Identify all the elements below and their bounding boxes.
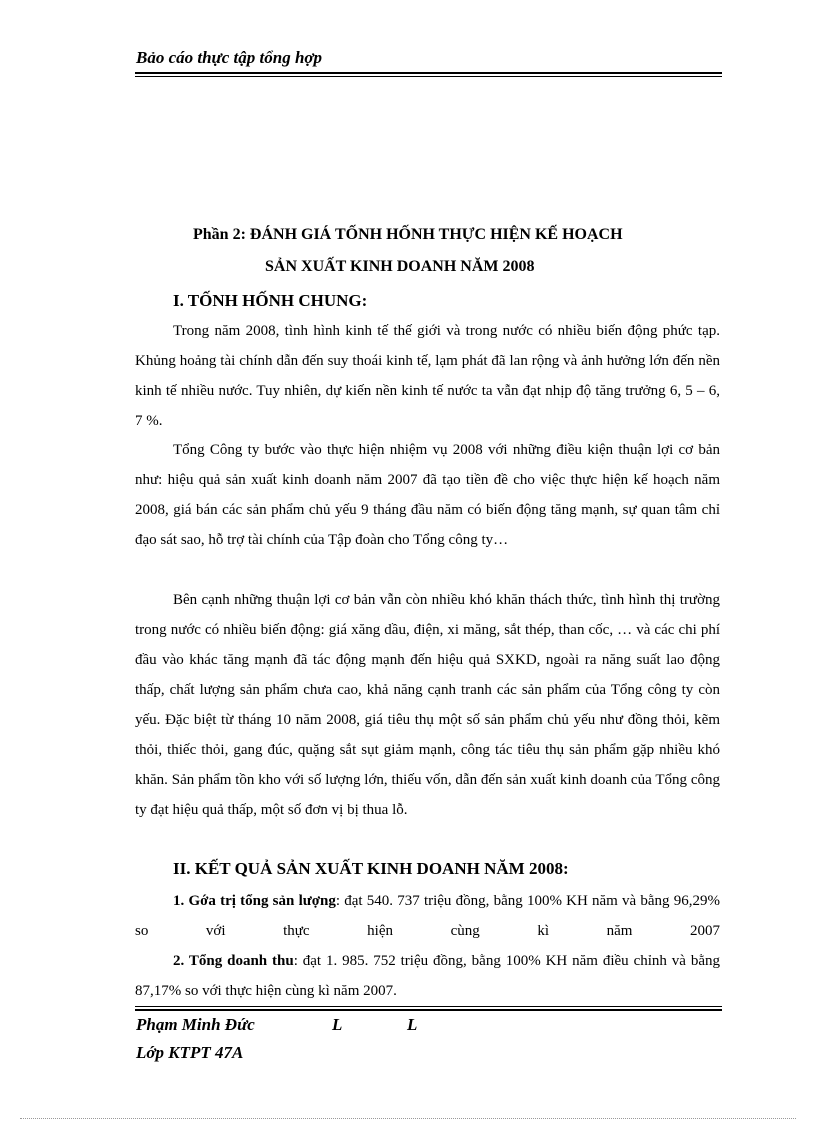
section2-item-2-text: : đạt 1. 985. 752 triệu đồng, bằng 100% KH năm điều chỉnh và bằng 87,17% so với thực hiện cùng kì năm 2007. xyxy=(135,953,720,999)
header-rule-thin xyxy=(135,76,722,77)
section2-item-1-label: 1. Gớa trị tổng sản lượng xyxy=(173,893,336,909)
section1-paragraph-2-text: Tổng Công ty bước vào thực hiện nhiệm vụ 2008 với những điều kiện thuận lợi cơ bản như: hiệu quả sản xuất kinh doanh năm 2007 đã tạo tiền đề cho việc thực hiện kế hoạch năm 2008, giá bán các sản phẩm chủ yếu 9 tháng đầu năm có biến động tăng mạnh, sự quan tâm chỉ đạo sát sao, hỗ trợ tài chính của Tập đoàn cho Tổng công ty… xyxy=(135,442,720,548)
footer-rule-thin xyxy=(135,1006,722,1007)
section1-paragraph-3 xyxy=(135,585,720,825)
section2-item-2-label: 2. Tổng doanh thu xyxy=(173,953,294,969)
section2-item-2 xyxy=(135,946,720,1006)
section2-item-1 xyxy=(135,886,720,946)
page-bottom-divider xyxy=(20,1118,796,1119)
part-title-line2: SẢN XUẤT KINH DOANH NĂM 2008 xyxy=(265,258,535,275)
header-title: Bảo cáo thực tập tổng hợp xyxy=(136,48,323,67)
section1-paragraph-3-text: Bên cạnh những thuận lợi cơ bản vẫn còn nhiều khó khăn thách thức, tình hình thị trường trong nước có nhiều biến động: giá xăng dầu, điện, xi măng, sắt thép, than cốc, … và các chi phí đầu vào khác tăng mạnh đã tác động mạnh đến hiệu quả SXKD, ngoài ra năng suất lao động thấp, chất lượng sản phẩm chưa cao, khả năng cạnh tranh các sản phẩm của Tổng công ty còn yếu. Đặc biệt từ tháng 10 năm 2008, giá tiêu thụ một số sản phẩm chủ yếu như đồng thỏi, kẽm thỏi, thiếc thỏi, gang đúc, quặng sắt sụt giảm mạnh, công tác tiêu thụ sản phẩm gặp nhiều khó khăn. Sản phẩm tồn kho với số lượng lớn, thiếu vốn, dẫn đến sản xuất kinh doanh của Tổng công ty đạt hiệu quả thấp, một số đơn vị bị thua lỗ. xyxy=(135,592,720,818)
footer-rule xyxy=(135,1009,722,1011)
section1-paragraph-2 xyxy=(135,435,720,555)
part-title-line1: Phần 2: ĐÁNH GIÁ TỐNH HỐNH THỰC HIỆN KẾ HOẠCH xyxy=(193,226,623,243)
footer-mark-2: L xyxy=(407,1015,418,1034)
footer-class: Lớp KTPT 47A xyxy=(136,1043,244,1062)
header-rule xyxy=(135,72,722,74)
footer-author-name: Phạm Minh Đức xyxy=(136,1015,255,1034)
section1-paragraph-1-text: Trong năm 2008, tình hình kinh tế thế giới và trong nước có nhiều biến động phức tạp. Khủng hoảng tài chính dẫn đến suy thoái kinh tế, lạm phát đã lan rộng và ảnh hưởng lớn đến nền kinh tế nhiều nước. Tuy nhiên, dự kiến nền kinh tế nước ta vẫn đạt nhịp độ tăng trưởng 6, 5 – 6, 7 %. xyxy=(135,323,720,429)
section2-heading: II. KẾT QUẢ SẢN XUẤT KINH DOANH NĂM 2008: xyxy=(173,859,569,878)
footer-mark-1: L xyxy=(332,1015,343,1034)
section2-item-1-text: : đạt 540. 737 triệu đồng, bằng 100% KH năm và bằng 96,29% so với thực hiện cùng kì năm 2007 xyxy=(135,893,720,939)
section1-paragraph-1 xyxy=(135,316,720,436)
section1-heading: I. TỐNH HỐNH CHUNG: xyxy=(173,291,368,310)
